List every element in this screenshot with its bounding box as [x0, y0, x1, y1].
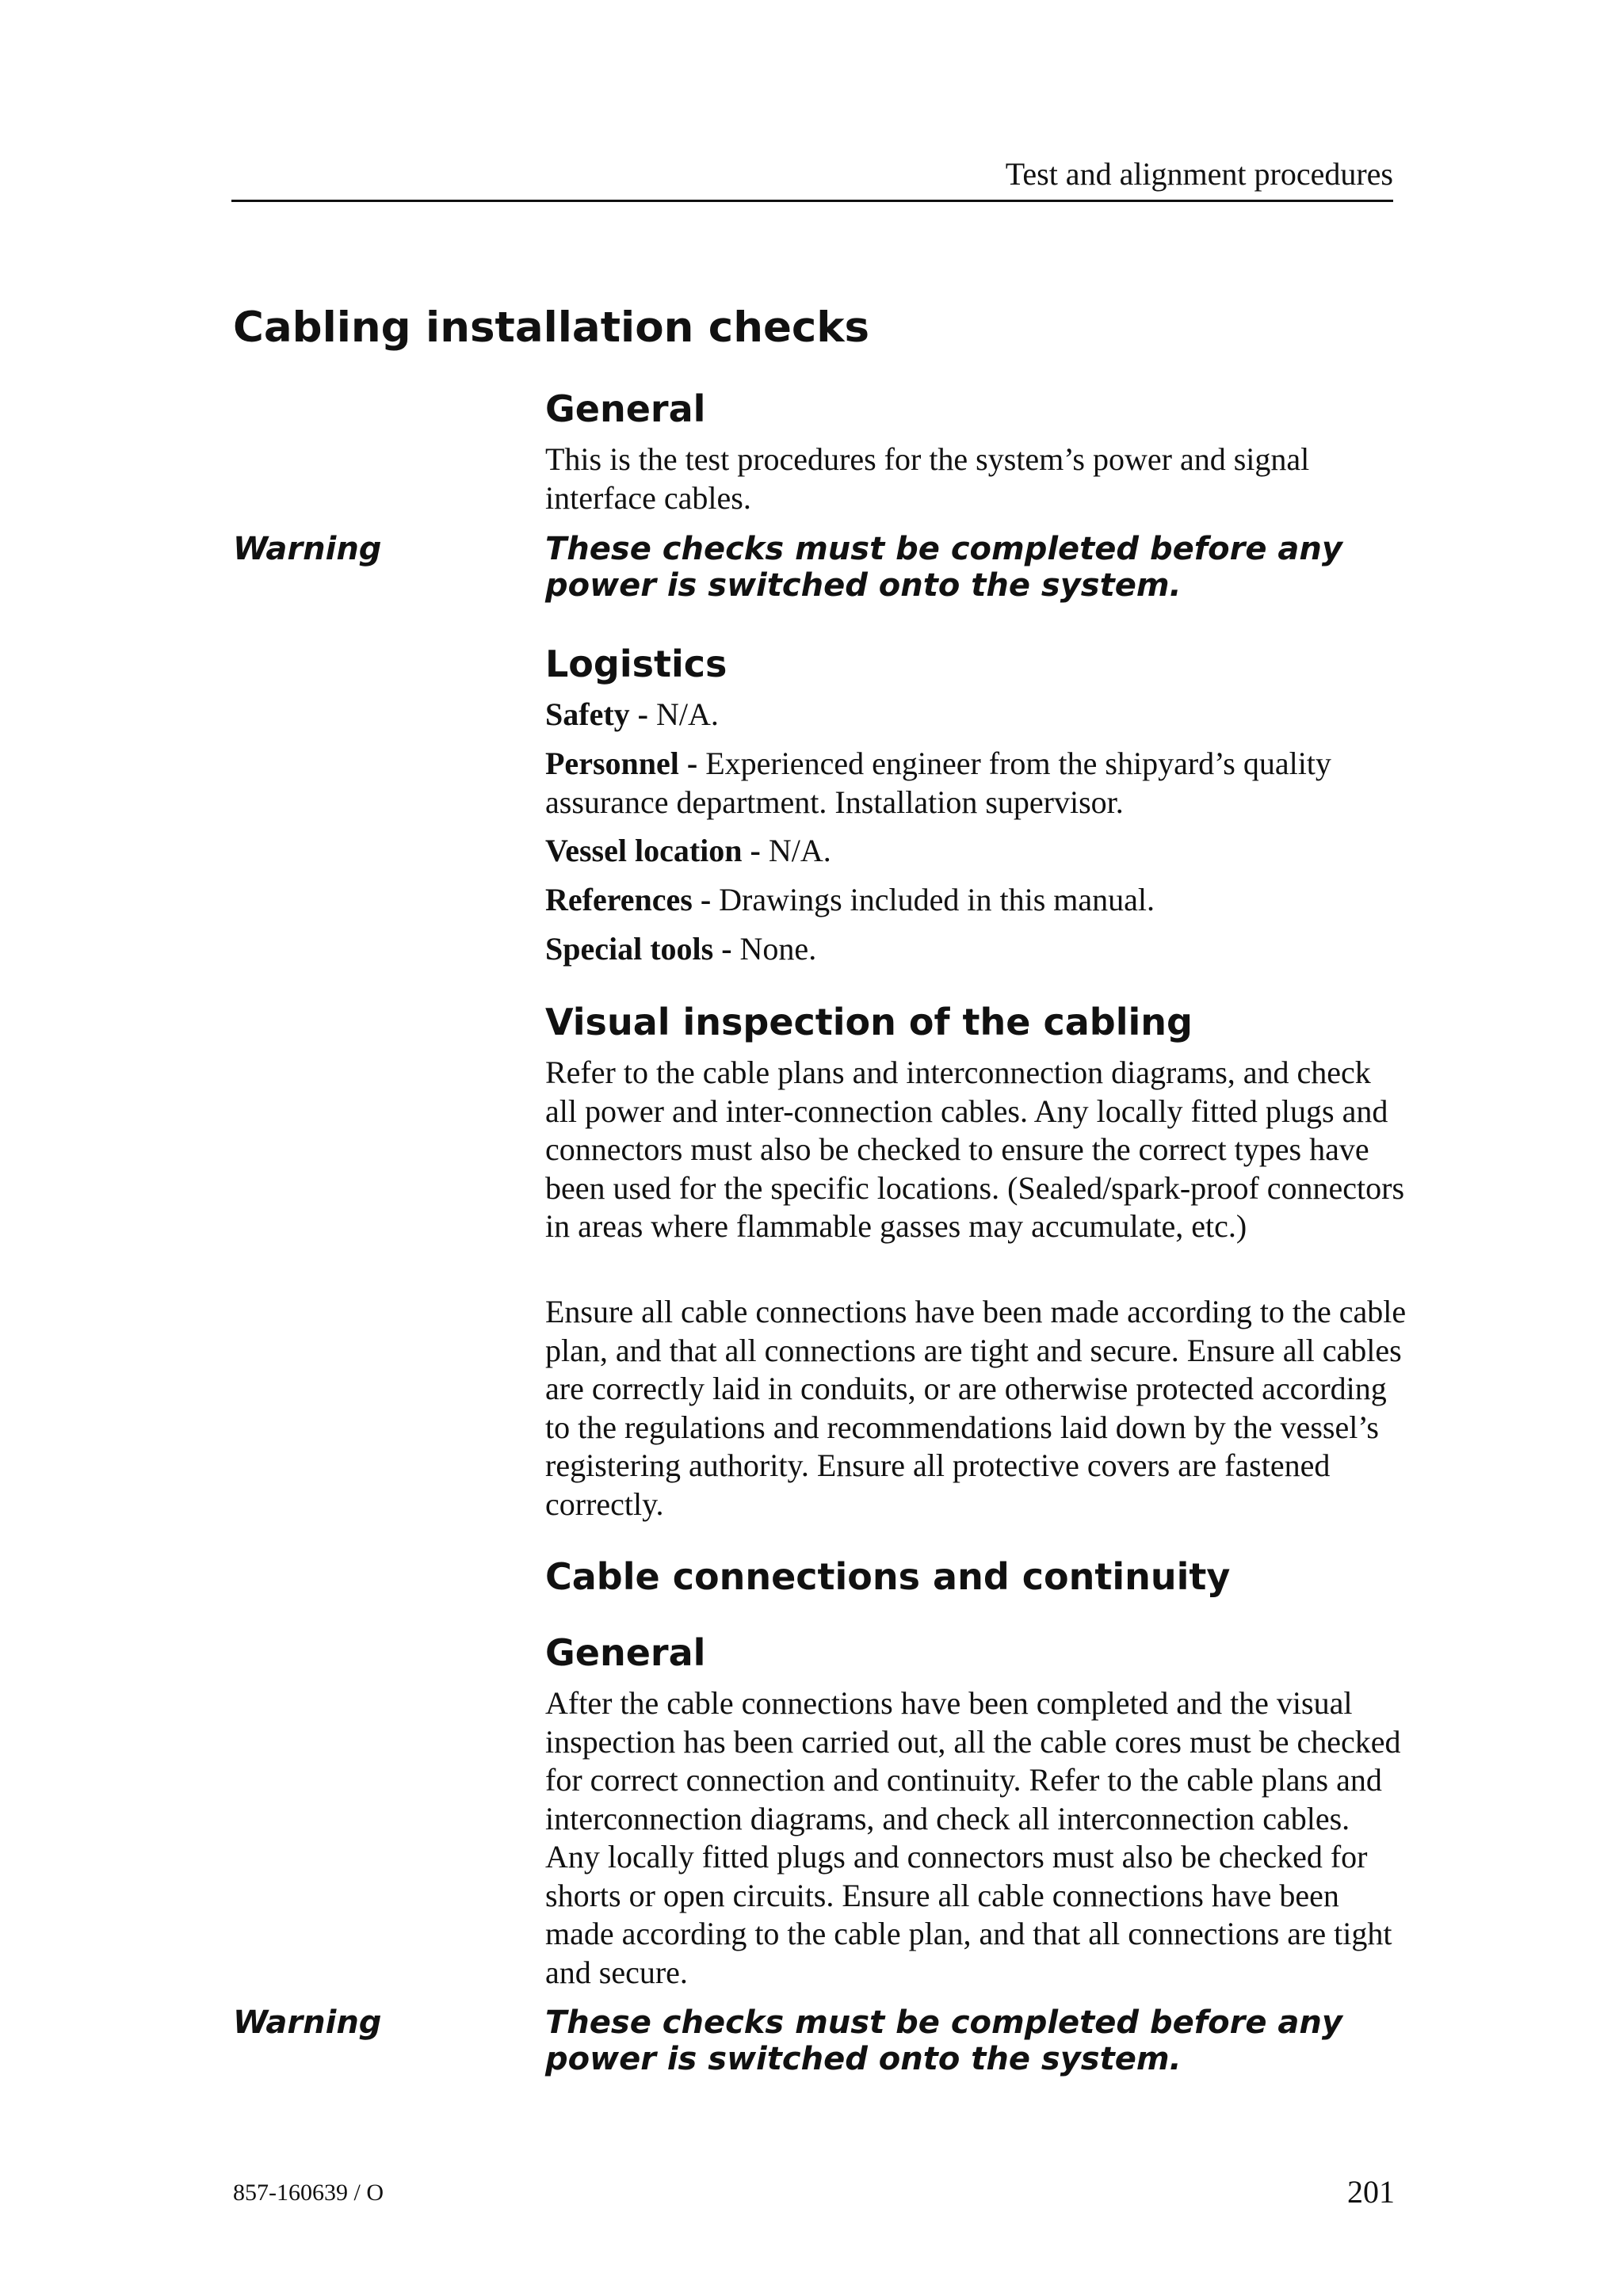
footer-page-number: 201	[1347, 2174, 1395, 2210]
logistics-item-references	[545, 881, 1409, 920]
logistics-value: N/A.	[655, 696, 719, 732]
chapter-title: Cabling installation checks	[233, 303, 870, 352]
logistics-value: None.	[739, 931, 817, 967]
visual-inspection-paragraph: Refer to the cable plans and interconnection diagrams, and check all power and inter-connection cables. Any locally fitted plugs and connectors must also be checked to ensure the correct types have been used for the specific locations. (Sealed/spark-proof connectors in areas where flammable gasses may accumulate, etc.)	[545, 1055, 1405, 1244]
cable-connections-text: After the cable connections have been completed and the visual inspection has been carried out, all the cable cores must be checked for correct connection and continuity. Refer to the cable plans and interconnection diagrams, and check all interconnection cables. Any locally fitted plugs and connectors must also be checked for shorts or open circuits. Ensure all cable connections have been made according to the cable plan, and that all connections are tight and secure.	[545, 1685, 1401, 1990]
logistics-item-safety	[545, 696, 1409, 734]
logistics-term: Safety -	[545, 696, 648, 732]
section-heading-cable-connections: Cable connections and continuity	[545, 1555, 1231, 1598]
section-heading-visual-inspection: Visual inspection of the cabling	[545, 1001, 1193, 1043]
logistics-item-vessel-location	[545, 832, 1409, 871]
section-heading-logistics: Logistics	[545, 643, 727, 685]
logistics-value: N/A.	[768, 833, 831, 868]
logistics-term: References -	[545, 882, 712, 917]
logistics-value: Experienced engineer from the shipyard’s quality assurance department. Installation supervisor.	[545, 746, 1331, 820]
logistics-term: Special tools -	[545, 931, 732, 967]
visual-inspection-paragraph: Ensure all cable connections have been made according to the cable plan, and that all connections are tight and secure. Ensure all cables are correctly laid in conduits, or are otherwise protected according to the regulations and recommendations laid down by the vessel’s registering authority. Ensure all protective covers are fastened correctly.	[545, 1294, 1407, 1522]
logistics-value: Drawings included in this manual.	[719, 882, 1155, 917]
subsection-heading-general: General	[545, 1631, 706, 1674]
running-header: Test and alignment procedures	[1005, 156, 1393, 192]
warning-text-2: These checks must be completed before any power is switched onto the system.	[545, 2004, 1342, 2077]
header-rule	[231, 200, 1393, 202]
logistics-term: Personnel -	[545, 746, 698, 781]
logistics-item-personnel	[545, 745, 1409, 822]
general-text: This is the test procedures for the system’s power and signal interface cables.	[545, 441, 1310, 516]
logistics-item-special-tools	[545, 930, 1409, 969]
warning-label-1: Warning	[233, 531, 382, 567]
section-heading-general: General	[545, 387, 706, 430]
logistics-term: Vessel location -	[545, 833, 761, 868]
footer-document-number: 857-160639 / O	[233, 2180, 384, 2206]
warning-text-1: These checks must be completed before any power is switched onto the system.	[545, 531, 1342, 604]
warning-label-2: Warning	[233, 2004, 382, 2041]
